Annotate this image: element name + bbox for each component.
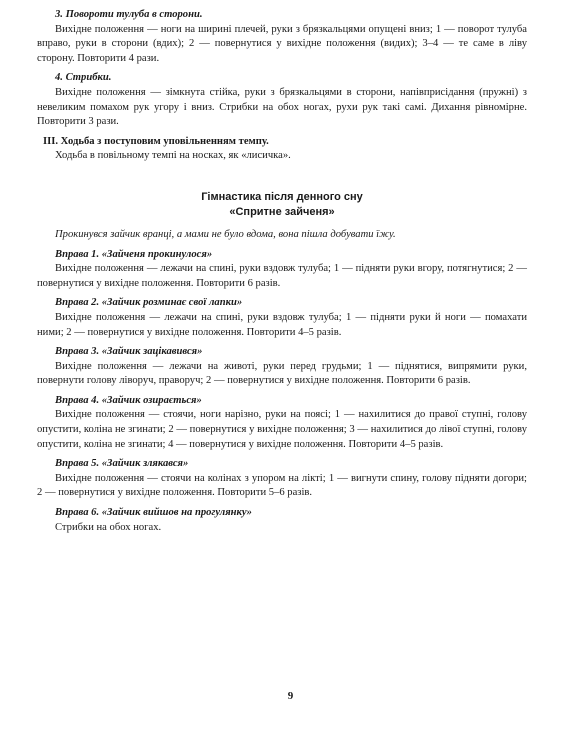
exercise-4-title: 4. Стрибки. [55,72,112,84]
gymnastics-intro: Прокинувся зайчик вранці, а мами не було вдома, вона пішла добувати їжу. [55,228,396,240]
part-3-text: Ходьба в повільному темпі на носках, як «лисичка». [55,150,291,162]
exercise-title: Вправа 2. «Зайчик розминає свої лапки» [55,297,243,309]
gymnastics-title: Гімнастика після денного сну [201,190,363,203]
gymnastics-subtitle: «Спритне зайченя» [229,205,335,218]
page-content [37,8,527,535]
exercise-title: Вправа 3. «Зайчик зацікавився» [55,346,203,358]
part-3-title: III. Ходьба з поступовим уповільненням темпу. [43,135,269,147]
exercise-text: Вихідне положення — стоячи, ноги нарізно, руки на поясі; 1 — нахилитися до правої ступні, голову опустити, коліна не згинати; 2 — повернутися у вихідне положення; 3 — нахилитися до лівої ступні, голову опустити, коліна не згинати; 4 — повернутися у вихідне положення. Повторити 4–5 разів. [37,409,527,450]
exercise-title: Вправа 6. «Зайчик вийшов на прогулянку» [55,507,252,519]
exercise-text: Стрибки на обох ногах. [55,521,162,533]
page-number: 9 [287,690,294,702]
exercise-text: Вихідне положення — лежачи на животі, руки перед грудьми; 1 — піднятися, випрямити руки, повернути голову ліворуч, праворуч; 2 — повернутися у вихідне положення. Повторити 6 разів. [37,360,527,387]
exercise-4-text: Вихідне положення — зімкнута стійка, руки з брязкальцями в сторони, напівприсідання (пружні) з невеликим помахом рук угору і вниз. Стрибки на обох ногах, рухи рук такі самі. Дихання рівномірне. Повторити 3 рази. [37,86,527,128]
exercise-title: Вправа 5. «Зайчик злякався» [55,458,189,470]
exercise-text: Вихідне положення — лежачи на спині, руки вздовж тулуба; 1 — підняти руки й ноги — помахати ними; 2 — повернутися у вихідне положення. Повторити 4–5 разів. [37,311,527,338]
exercise-text: Вихідне положення — стоячи на колінах з упором на лікті; 1 — вигнути спину, голову підняти догори; 2 — повернутися у вихідне положення. Повторити 5–6 разів. [37,472,527,499]
exercise-3-title: 3. Повороти тулуба в сторони. [55,9,203,20]
exercise-title: Вправа 4. «Зайчик озирається» [55,394,202,406]
exercise-text: Вихідне положення — лежачи на спині, руки вздовж тулуба; 1 — підняти руки вгору, потягнутися; 2 — повернутися у вихідне положення. Повторити 6 разів. [37,263,527,289]
exercise-title: Вправа 1. «Зайченя прокинулося» [55,248,213,260]
exercise-3-text: Вихідне положення — ноги на ширині плечей, руки з брязкальцями опущені вниз; 1 — поворот тулуба вправо, руки в сторони (вдих); 2 — повернутися у вихідне положення (видих); 3–4 — те саме в ліву сторону. Повторити 4 рази. [37,23,527,64]
